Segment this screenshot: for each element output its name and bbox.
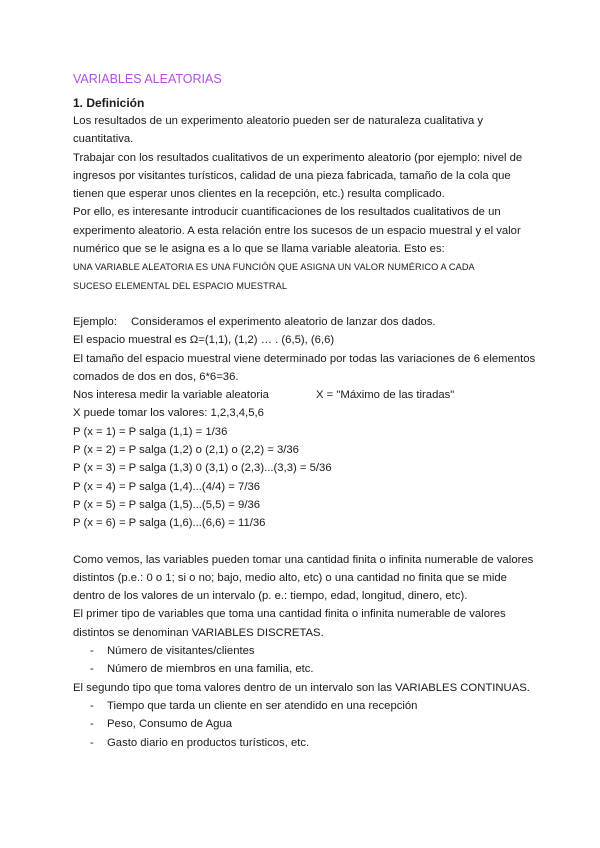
- discrete-examples-list: [73, 642, 543, 679]
- example-label: Ejemplo:: [73, 315, 117, 328]
- sample-size-line1: El tamaño del espacio muestral viene determinado por todas las variaciones de 6 elementos: [73, 352, 536, 365]
- types-para1-line2: distintos (p.e.: 0 o 1; si o no; bajo, medio alto, etc) o una cantidad no finita que se mide: [73, 571, 507, 584]
- types-para1-line1: Como vemos, las variables pueden tomar una cantidad finita o infinita numerable de valores: [73, 553, 534, 566]
- types-para3: El segundo tipo que toma valores dentro de un intervalo son las VARIABLES CONTINUAS.: [73, 681, 530, 694]
- variable-definition: [73, 386, 543, 404]
- types-para1-line3: dentro de los valores de un intervalo (p. e.: tiempo, edad, longitud, dinero, etc).: [73, 590, 468, 603]
- sample-space: El espacio muestral es Ω=(1,1), (1,2) … . (6,5), (6,6): [73, 334, 335, 347]
- probability-x2: P (x = 2) = P salga (1,2) o (2,1) o (2,2) = 3/36: [73, 444, 299, 457]
- example-intro: [73, 313, 543, 331]
- probability-x6: P (x = 6) = P salga (1,6)...(6,6) = 11/36: [73, 517, 266, 530]
- list-item: - Peso, Consumo de Agua: [90, 718, 232, 731]
- probability-x5: P (x = 5) = P salga (1,5)...(5,5) = 9/36: [73, 498, 261, 511]
- sample-size-line2: comados de dos en dos, 6*6=36.: [73, 370, 239, 383]
- continuous-examples-list: [73, 697, 543, 752]
- example-text: Consideramos el experimento aleatorio de lanzar dos dados.: [131, 315, 436, 328]
- list-item: - Tiempo que tarda un cliente en ser atendido en una recepción: [90, 699, 418, 712]
- definition-line1: UNA VARIABLE ALEATORIA ES UNA FUNCIÓN QUE ASIGNA UN VALOR NUMÉRICO A CADA: [73, 262, 475, 273]
- variable-values: X puede tomar los valores: 1,2,3,4,5,6: [73, 407, 264, 420]
- paragraph-qualitative-line2: ingresos por visitantes turísticos, calidad de una pieza fabricada, tamaño de la cola que: [73, 169, 511, 182]
- list-item: - Número de visitantes/clientes: [90, 645, 255, 658]
- paragraph-quantification-line3: numérico que se le asigna es a lo que se llama variable aleatoria. Esto es:: [73, 243, 445, 256]
- paragraph-intro-line2: cuantitativa.: [73, 133, 134, 146]
- document-title: VARIABLES ALEATORIAS: [73, 72, 222, 86]
- probability-x3: P (x = 3) = P salga (1,3) 0 (3,1) o (2,3)...(3,3) = 5/36: [73, 462, 332, 475]
- document-page: [73, 71, 543, 752]
- definition-line2: SUCESO ELEMENTAL DEL ESPACIO MUESTRAL: [73, 280, 288, 291]
- variable-interest-text: Nos interesa medir la variable aleatoria: [73, 389, 269, 402]
- list-item: - Número de miembros en una familia, etc.: [90, 663, 314, 676]
- variable-formula: X = "Máximo de las tiradas": [316, 389, 455, 402]
- section-heading: 1. Definición: [73, 96, 145, 110]
- paragraph-intro-line1: Los resultados de un experimento aleatorio pueden ser de naturaleza cualitativa y: [73, 115, 484, 127]
- types-para2-line2: distintos se denominan VARIABLES DISCRETAS.: [73, 626, 324, 639]
- paragraph-qualitative-line3: tienen que esperar unos clientes en la recepción, etc.) resulta complicado.: [73, 188, 445, 201]
- paragraph-quantification-line1: Por ello, es interesante introducir cuantificaciones de los resultados cualitativos de un: [73, 206, 501, 219]
- types-para2-line1: El primer tipo de variables que toma una cantidad finita o infinita numerable de valores: [73, 608, 506, 621]
- probability-x4: P (x = 4) = P salga (1,4)...(4/4) = 7/36: [73, 480, 261, 493]
- probability-x1: P (x = 1) = P salga (1,1) = 1/36: [73, 425, 228, 438]
- spacer: [73, 295, 543, 313]
- spacer: [73, 533, 543, 551]
- paragraph-qualitative-line1: Trabajar con los resultados cualitativos de un experimento aleatorio (por ejemplo: nivel de: [73, 151, 523, 164]
- list-item: - Gasto diario en productos turísticos, etc.: [90, 736, 310, 749]
- paragraph-quantification-line2: experimento aleatorio. A esta relación entre los sucesos de un espacio muestral y el valor: [73, 224, 521, 237]
